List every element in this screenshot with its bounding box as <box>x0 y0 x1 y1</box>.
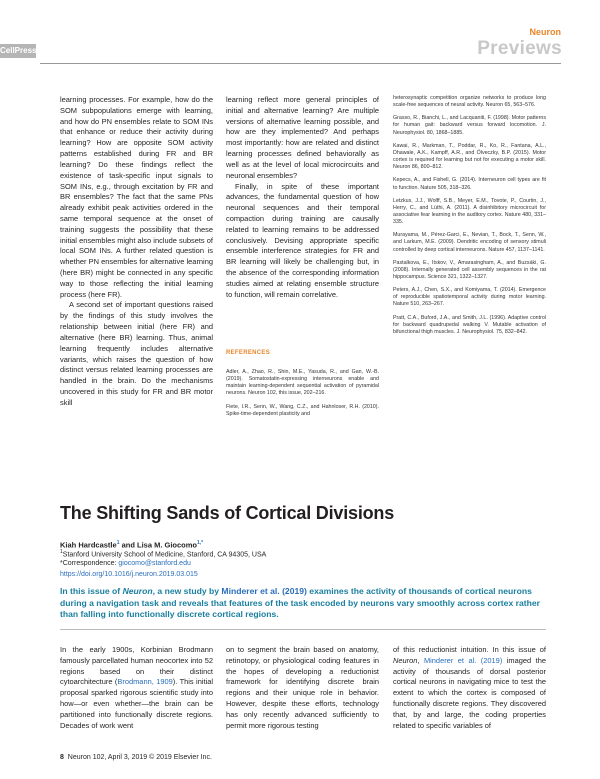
references-heading: REFERENCES <box>226 350 271 356</box>
abstract-divider <box>60 629 546 630</box>
citation-link[interactable]: Brodmann, 1909 <box>117 677 173 687</box>
article-column-1 <box>60 645 213 732</box>
correspondence <box>60 560 191 567</box>
footer-journal: Neuron <box>67 754 91 761</box>
reference-item[interactable]: Kepecs, A., and Fishell, G. (2014). Interneuron cell types are fit to function. Nature 505, 318–326. <box>393 177 546 191</box>
body-text: of this reductionist intuition. In this issue of <box>393 645 546 654</box>
text-column-1 <box>60 95 213 409</box>
author-name: Kiah Hardcastle <box>60 540 117 550</box>
paragraph: Finally, in spite of these important advances, the fundamental question of how neuronal sequences and their temporal compaction during training are causally related to learning remains to be addressed conclusively. Devising appropriate specific ensemble interference strategies for FR and BR learning will likely be challenging but, in the absence of the corresponding information studies aimed at relating ensemble structure to function, will remain correlative. <box>226 181 379 299</box>
footer-citation: 102, April 3, 2019 © 2019 Elsevier Inc. <box>90 754 212 761</box>
journal-name-inline: Neuron <box>393 655 418 665</box>
body-text: imaged the activity of thousands of dorsal posterior cortical neurons in navigating mice to test the extent to which the cortex is composed of functionally discrete regions. They discovered that, by and large, the coding properties related to specific variables of <box>393 655 546 730</box>
paragraph: learning processes. For example, how do the SOM subpopulations emerge with learning, and how do PN ensembles relate to SOM INs that enhance or reduce their activity during learning? How are opposite SOM activity patterns established during FR and BR learning? Do these findings reflect the existence of task-specific input signals to SOM INs, e.g., through excitation by FR and BR ensembles? The fact that the same PNs already exhibit peak activities ordered in the same temporal sequence at the onset of training suggests the possibility that these initial ensembles might also include subsets of local SOM INs. A further related question is whether PN ensembles for alternative learning (here BR) might be connected in any specific way to those reflecting the initial learning process (here FR). <box>60 95 213 299</box>
paragraph: learning reflect more general principles of initial and alternative learning? Are multiple versions of alternative learning possible, and how are they implemented? And perhaps most importantly: how are related and distinct learning processes defined behaviorally as well as at the level of local microcircuits and neuronal ensembles? <box>226 95 379 180</box>
affiliation-marker[interactable]: 1 <box>116 540 120 546</box>
reference-item[interactable]: Murayama, M., Pérez-Garci, E., Nevian, T., Bock, T., Senn, W., and Larkum, M.E. (2009). Dendritic encoding of sensory stimuli controlled by deep cortical interneurons. Nature 457, 1137–1141. <box>393 232 546 253</box>
footer <box>60 754 212 761</box>
header-divider <box>40 63 561 64</box>
abstract-text: , a new study by <box>152 586 222 596</box>
paragraph <box>393 645 546 732</box>
abstract-text: In this issue of <box>60 586 123 596</box>
reference-item[interactable]: Letzkus, J.J., Wolff, S.B., Meyer, E.M., Tovote, P., Courtin, J., Herry, C., and Lüthi, A. (2011). A disinhibitory microcircuit for associative fear learning in the auditory cortex. Nature 480, 331–335. <box>393 197 546 226</box>
article-column-3 <box>393 645 546 732</box>
article-title: The Shifting Sands of Cortical Divisions <box>60 503 395 523</box>
reference-item[interactable]: Fiete, I.R., Senn, W., Wang, C.Z., and Hahnloser, R.H. (2010). Spike-time-dependent plasticity and <box>226 403 379 417</box>
page-number: 8 <box>60 754 64 761</box>
reference-item[interactable]: Adler, A., Zhao, R., Shin, M.E., Yasuda, R., and Gan, W.-B. (2019). Somatostatin-expressing interneurons enable and maintain learning-dependent sequential activation of pyramidal neurons. Neuron 102, this issue, 202–216. <box>226 369 379 397</box>
citation-link[interactable]: Minderer et al. (2019) <box>221 586 307 596</box>
body-text: In the early 1900s, Korbinian Brodmann famously parcellated human neocortex into 52 regions based on their distinct cytoarchitecture ( <box>60 645 213 687</box>
abstract-text: examines the activity of thousands of cortical neurons during a navigation task and reveals that features of the task encoded by neurons vary smoothly across cortex rather than falling into functionally discrete cortical regions. <box>60 586 540 619</box>
affiliation <box>60 549 266 558</box>
email-link[interactable]: giocomo@stanford.edu <box>118 560 191 567</box>
reference-item[interactable]: Peters, A.J., Chen, S.X., and Komiyama, T. (2014). Emergence of reproducible spatiotemporal activity during motor learning. Nature 510, 263–267. <box>393 287 546 308</box>
abstract-journal: Neuron <box>122 586 153 596</box>
affiliation-marker[interactable]: 1,* <box>197 540 204 546</box>
cellpress-logo: CellPress <box>0 44 36 58</box>
body-text: , <box>417 655 424 665</box>
reference-item[interactable]: Grasso, R., Bianchi, L., and Lacquaniti, F. (1998). Motor patterns for human gait: backward versus forward locomotion. J. Neurophysiol. 80, 1868–1885. <box>393 115 546 136</box>
journal-name: Neuron <box>529 27 561 37</box>
body-text: ). This initial proposal sparked rigorous scientific study into how—or even whether—the brain can be partitioned into functionally discrete regions. Decades of work went <box>60 677 214 730</box>
doi-link[interactable]: https://doi.org/10.1016/j.neuron.2019.03.015 <box>60 571 198 578</box>
citation-link[interactable]: Minderer et al. (2019) <box>423 655 503 665</box>
paragraph <box>60 645 213 732</box>
correspondence-label: *Correspondence: <box>60 560 119 567</box>
references-column-2 <box>226 369 379 424</box>
reference-item[interactable]: heterosynaptic competition organize networks to produce long scale-free sequences of neural activity. Neuron 65, 563–576. <box>393 95 546 109</box>
reference-item[interactable]: Pratt, C.A., Buford, J.A., and Smith, J.L. (1996). Adaptive control for backward quadrupedal walking V. Mutable activation of bifunctional thigh muscles. J. Neurophysiol. 75, 832–842. <box>393 314 546 335</box>
reference-item[interactable]: Pastalkova, E., Itskov, V., Amarasingham, A., and Buzsáki, G. (2008). Internally generated cell assembly sequences in the rat hippocampus. Science 321, 1322–1327. <box>393 259 546 280</box>
affiliation-text: Stanford University School of Medicine, Stanford, CA 94305, USA <box>62 551 267 559</box>
reference-item[interactable]: Kawai, R., Markman, T., Poddar, R., Ko, R., Fantana, A.L., Dhawale, A.K., Kampff, A.R., and Ölveczky, B.P. (2015). Motor cortex is required for learning but not for executing a motor skill. Neuron 86, 800–812. <box>393 142 546 171</box>
paragraph: on to segment the brain based on anatomy, retinotopy, or physiological coding features in the hopes of developing a reductionist framework for identifying discrete brain regions and their unique role in behavior. However, despite these efforts, technology has only recently advanced sufficiently to permit more rigorous testing <box>226 645 379 730</box>
author-name: and Lisa M. Giocomo <box>119 540 197 550</box>
section-title: Previews <box>477 38 562 59</box>
text-column-2 <box>226 95 379 300</box>
article-column-2 <box>226 645 379 732</box>
abstract <box>60 586 546 621</box>
affiliation-number: 1 <box>60 549 63 555</box>
references-column-3 <box>393 95 546 342</box>
paragraph: A second set of important questions raised by the findings of this study involves the relationship between initial (here FR) and alternative (here BR) learning. Thus, animal learning frequently includes alternative variants, which raises the question of how distinct versus related learning processes are handled in the brain. Do the mechanisms uncovered in this study for FR and BR motor skill <box>60 300 213 407</box>
